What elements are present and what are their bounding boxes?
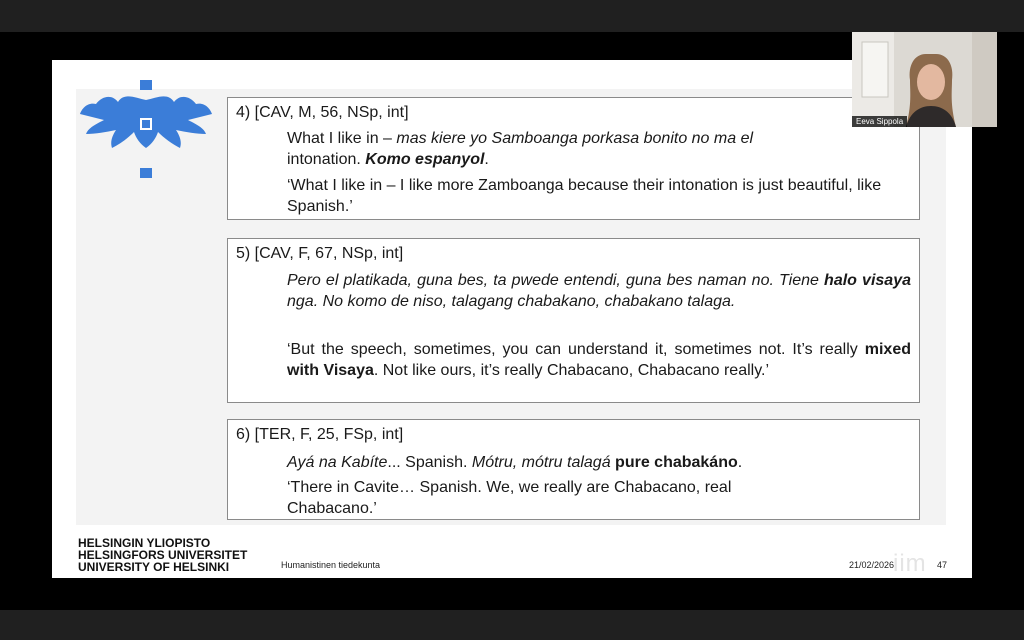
example-4-original-end: .	[484, 151, 489, 168]
example-4-original-plain: What I like in –	[287, 130, 397, 147]
example-4-original-plain2: intonation.	[287, 151, 366, 168]
slide-number: 47	[937, 560, 948, 570]
university-name-en: UNIVERSITY OF HELSINKI	[78, 560, 230, 574]
university-name	[78, 537, 247, 573]
example-5-original-italic-a: Pero el platikada, guna bes, ta pwede entendi, guna bes naman no. Tiene	[287, 272, 825, 289]
example-4-original	[287, 128, 911, 170]
example-5-original-italic-b: nga. No komo de niso, talagang chabakano, chabakano talaga.	[287, 293, 736, 310]
bottom-bar	[0, 610, 1024, 640]
participant-video-tile[interactable]	[852, 32, 997, 127]
faculty-name: Humanistinen tiedekunta	[281, 560, 381, 570]
example-6-header: 6) [TER, F, 25, FSp, int]	[236, 426, 404, 443]
watermark: iim	[893, 550, 927, 577]
example-6-translation: ‘There in Cavite… Spanish. We, we really are Chabacano, real Chabacano.’	[287, 479, 732, 517]
example-6-original	[287, 452, 911, 473]
example-6-box	[227, 419, 920, 520]
example-4-header: 4) [CAV, M, 56, NSp, int]	[236, 104, 409, 121]
example-5-translation-b: . Not like ours, it’s really Chabacano, Chabacano really.’	[373, 362, 770, 379]
example-5-translation	[287, 339, 911, 381]
example-5-header: 5) [CAV, F, 67, NSp, int]	[236, 245, 404, 262]
university-name-sv: HELSINGFORS UNIVERSITET	[78, 548, 248, 562]
example-4-original-bold-italic: Komo espanyol	[365, 151, 485, 168]
example-6-original-end: .	[737, 454, 743, 471]
university-name-fi: HELSINGIN YLIOPISTO	[78, 536, 211, 550]
example-5-translation-a: ‘But the speech, sometimes, you can understand it, sometimes not. It’s really	[287, 341, 865, 358]
example-6-original-italic-a: Ayá na Kabíte	[287, 454, 388, 471]
example-6-original-bold: pure chabakáno	[615, 454, 738, 471]
example-5-original-bold-italic: halo visaya	[824, 272, 911, 289]
example-5-original	[287, 270, 911, 312]
top-bar	[0, 0, 1024, 32]
participant-name-label: Eeva Sippola	[852, 116, 907, 127]
example-4-original-italic: mas kiere yo Samboanga porkasa bonito no ma el	[396, 130, 754, 147]
slide-date: 21/02/2026	[849, 560, 895, 570]
participant-video-image	[852, 32, 997, 127]
example-4-box	[227, 97, 920, 220]
example-4-translation: ‘What I like in – I like more Zamboanga because their intonation is just beautiful, like Spanish.’	[287, 177, 882, 215]
example-5-translation-bold: mixed with Visaya	[287, 341, 911, 379]
example-5-box	[227, 238, 920, 403]
example-6-original-plain: ... Spanish.	[387, 454, 472, 471]
university-logo-icon	[76, 78, 216, 180]
example-6-original-italic-b: Mótru, mótru talagá	[471, 454, 616, 471]
